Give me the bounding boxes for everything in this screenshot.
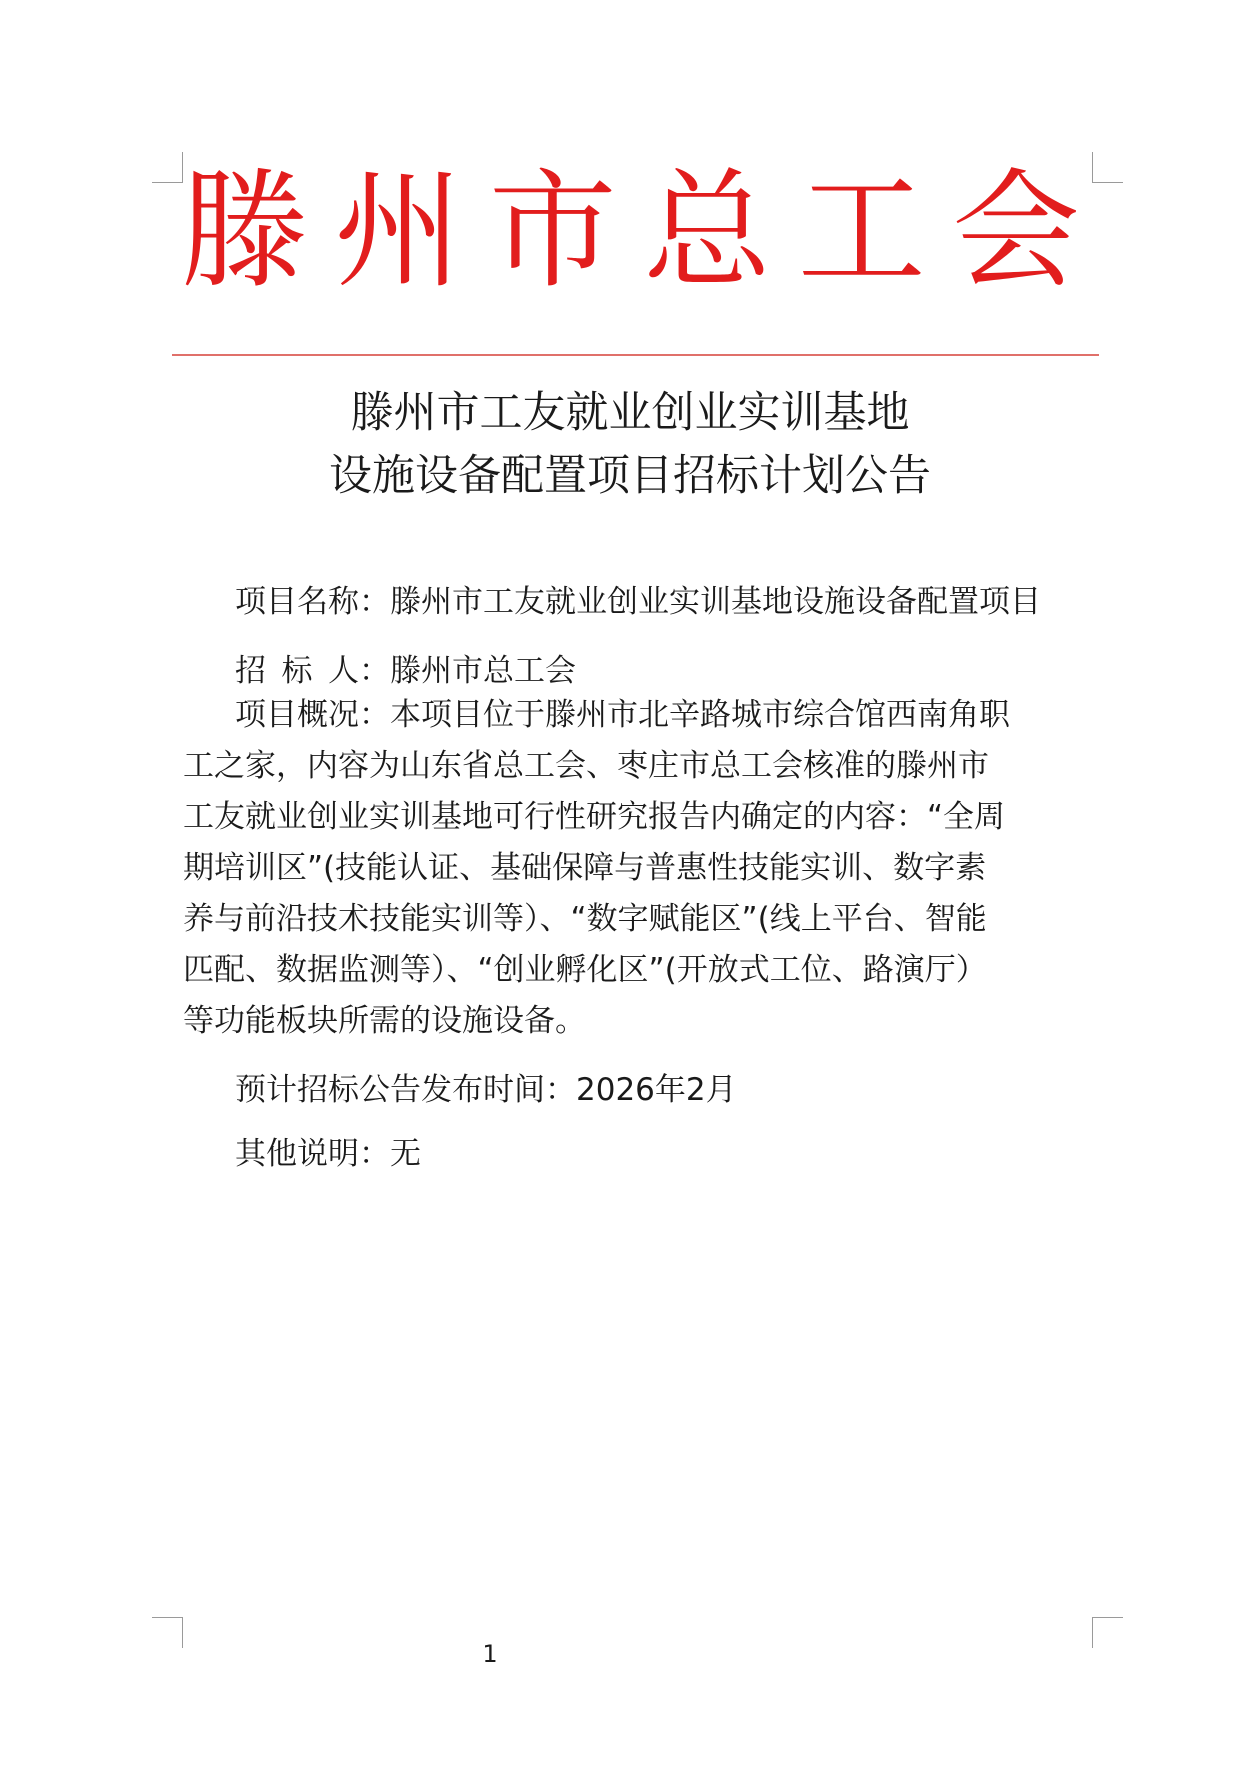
- crop-mark-top-right: [1092, 152, 1123, 183]
- masthead-char: 总: [643, 157, 772, 306]
- masthead-char: 工: [797, 157, 926, 306]
- overview-line: 期培训区”(技能认证、基础保障与普惠性技能实训、数字素: [183, 850, 987, 886]
- title-line-1: 滕州市工友就业创业实训基地: [350, 388, 910, 438]
- tenderer-label: 招 标 人: [235, 653, 359, 689]
- page-number: 1: [482, 1640, 498, 1668]
- publish-time-value: 2026年2月: [576, 1072, 737, 1108]
- other-notes-label: 其他说明：: [235, 1136, 390, 1172]
- overview-line: 本项目位于滕州市北辛路城市综合馆西南角职: [390, 697, 1010, 733]
- other-notes-value: 无: [390, 1136, 421, 1172]
- overview-line: 等功能板块所需的设施设备。: [183, 1003, 586, 1039]
- masthead-char: 滕: [180, 157, 309, 306]
- masthead-char: 州: [334, 157, 463, 306]
- overview-line: 养与前沿技术技能实训等）、“数字赋能区”(线上平台、智能: [183, 901, 987, 937]
- title-line-2: 设施设备配置项目招标计划公告: [329, 451, 931, 501]
- overview-line: 工友就业创业实训基地可行性研究报告内确定的内容：“全周: [183, 799, 1006, 835]
- publish-time-label: 预计招标公告发布时间：: [235, 1072, 576, 1108]
- masthead-divider: [172, 354, 1099, 356]
- other-notes-row: [235, 1128, 421, 1173]
- overview-line: 匹配、数据监测等）、“创业孵化区”(开放式工位、路演厅）: [183, 952, 987, 988]
- masthead-char: 市: [488, 157, 617, 306]
- masthead-char: 会: [951, 157, 1080, 306]
- project-name-row: [235, 576, 1041, 621]
- crop-mark-top-left: [152, 152, 183, 183]
- publish-time-row: [235, 1064, 737, 1109]
- masthead-org-name: [180, 157, 1080, 306]
- tenderer-row: [235, 645, 576, 690]
- tenderer-value: 滕州市总工会: [390, 653, 576, 689]
- overview-first-row: [235, 689, 1010, 734]
- project-name-value: 滕州市工友就业创业实训基地设施设备配置项目: [390, 584, 1041, 620]
- overview-line: 工之家，内容为山东省总工会、枣庄市总工会核准的滕州市: [183, 748, 989, 784]
- crop-mark-bottom-left: [152, 1617, 183, 1648]
- crop-mark-bottom-right: [1092, 1617, 1123, 1648]
- document-title: [0, 382, 1260, 508]
- tenderer-colon: ：: [359, 653, 390, 689]
- project-name-label: 项目名称：: [235, 584, 390, 620]
- overview-label: 项目概况：: [235, 697, 390, 733]
